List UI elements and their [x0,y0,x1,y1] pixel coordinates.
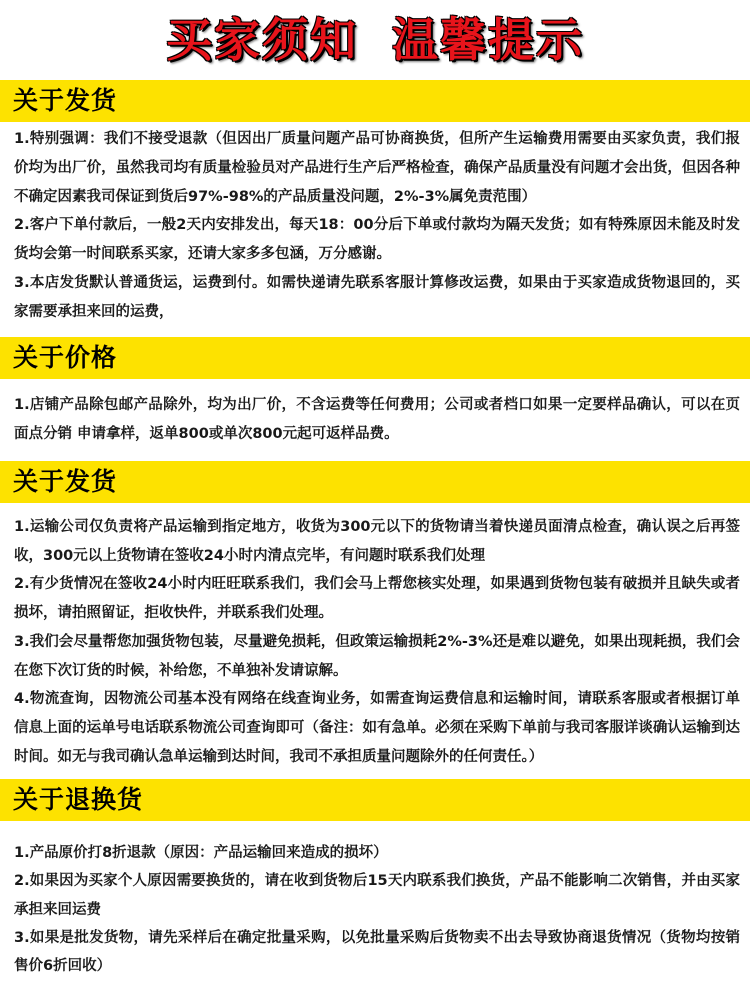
list-item: 4.物流查询，因物流公司基本没有网络在线查询业务，如需查询运费信息和运输时间，请联系客服或者根据订单信息上面的运单号电话联系物流公司查询即可（备注：如有急单。必须在采购下单前与我司客服详谈确认运输到达时间。如无与我司确认急单运输到达时间，我司不承担质量问题除外的任何责任。） [14,691,740,765]
section-body-delivery [14,513,740,771]
section-body-shipping [14,125,740,327]
list-item: 2.有少货情况在签收24小时内旺旺联系我们，我们会马上帮您核实处理，如果遇到货物包装有破损并且缺失或者损坏，请拍照留证，拒收快件，并联系我们处理。 [14,576,740,622]
section-header-shipping [0,80,750,122]
section-title: 关于退换货 [13,785,144,814]
list-item: 1.特别强调：我们不接受退款（但因出厂质量问题产品可协商换货，但所产生运输费用需要由买家负责，我们报价均为出厂价，虽然我司均有质量检验员对产品进行生产后严格检查，确保产品质量没有问题才会出货，但因各种不确定因素我司保证到货后97%-98%的产品质量没问题，2%-3%属免责范围） [14,131,740,205]
section-header-returns [0,779,750,821]
page-title [0,6,750,74]
section-header-price [0,337,750,379]
page-title-left: 买家须知 [166,13,358,67]
section-title: 关于发货 [13,86,118,115]
list-item: 1.产品原价打8折退款（原因：产品运输回来造成的损坏） [14,845,388,861]
list-item: 3.如果是批发货物，请先采样后在确定批量采购，以免批量采购后货物卖不出去导致协商退货情况（货物均按销售价6折回收） [14,929,740,975]
section-header-delivery [0,461,750,503]
page-title-right: 温馨提示 [392,13,584,67]
list-item: 3.本店发货默认普通货运，运费到付。如需快递请先联系客服计算修改运费，如果由于买家造成货物退回的，买家需要承担来回的运费， [14,274,740,320]
list-item: 3.我们会尽量帮您加强货物包装，尽量避免损耗，但政策运输损耗2%-3%还是难以避免，如果出现耗损，我们会在您下次订货的时候，补给您，不单独补发请谅解。 [14,633,740,679]
list-item: 1.店铺产品除包邮产品除外，均为出厂价，不含运费等任何费用；公司或者档口如果一定要样品确认，可以在页面点分销 申请拿样，返单800或单次800元起可返样品费。 [14,397,740,442]
section-title: 关于价格 [13,343,118,372]
list-item: 2.如果因为买家个人原因需要换货的，请在收到货物后15天内联系我们换货，产品不能影响二次销售，并由买家承担来回运费 [14,873,740,918]
list-item: 1.运输公司仅负责将产品运输到指定地方，收货为300元以下的货物请当着快递员面清点检查，确认误之后再签收，300元以上货物请在签收24小时内清点完毕，有问题时联系我们处理 [14,519,740,564]
section-title: 关于发货 [13,467,118,496]
list-item: 2.客户下单付款后，一般2天内安排发出，每天18：00分后下单或付款均为隔天发货；如有特殊原因未能及时发货均会第一时间联系买家，还请大家多多包涵，万分感谢。 [14,217,740,263]
section-body-returns [14,839,740,980]
section-body-price [14,391,740,449]
